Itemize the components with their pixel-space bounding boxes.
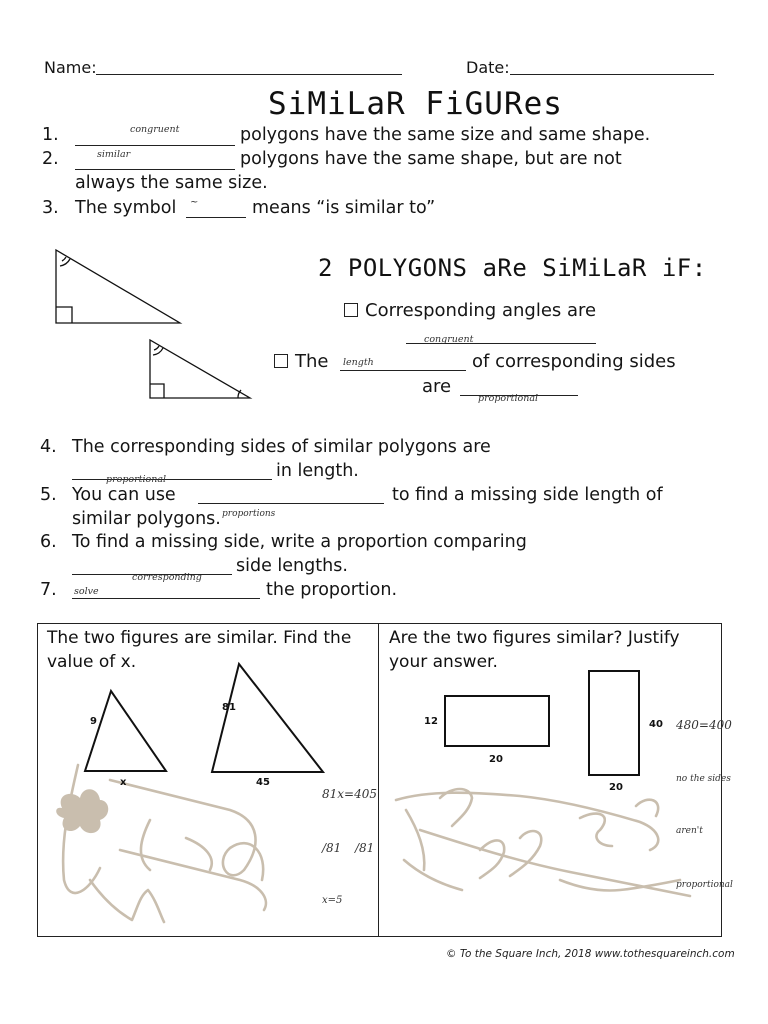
left-work-line2a: /81 bbox=[322, 841, 342, 855]
item-5-text-after: to find a missing side length of bbox=[392, 485, 663, 505]
check2-answer2: proportional bbox=[478, 393, 539, 404]
left-work-line1: 81x=405 bbox=[322, 787, 377, 801]
wide-rectangle bbox=[445, 696, 549, 746]
item-2-text-continued: always the same size. bbox=[75, 173, 268, 193]
item-4-number: 4. bbox=[40, 437, 57, 457]
item-6-answer: corresponding bbox=[132, 572, 202, 583]
check2-answer: length bbox=[343, 357, 374, 368]
check2-text: of corresponding sides bbox=[472, 351, 676, 372]
item-2-answer: similar bbox=[97, 149, 131, 160]
item-4-text: The corresponding sides of similar polygons are bbox=[72, 437, 491, 457]
right-work-line1: 480=400 bbox=[676, 718, 732, 732]
item-3-prefix: The symbol bbox=[75, 198, 177, 218]
item-2-text: polygons have the same shape, but are not bbox=[240, 149, 622, 169]
check1-text: Corresponding angles are bbox=[365, 300, 597, 321]
left-problem-prompt-line2: value of x. bbox=[47, 652, 137, 672]
similar-heading: 2 POLYGONS aRe SiMiLaR iF: bbox=[318, 254, 707, 282]
item-4-text-continued: in length. bbox=[276, 461, 359, 481]
tall-rectangle-base-label: 20 bbox=[609, 782, 623, 793]
right-problem-prompt-line1: Are the two figures similar? Justify bbox=[389, 628, 680, 648]
right-work-line2: no the sides bbox=[676, 774, 731, 784]
wide-rectangle-base-label: 20 bbox=[489, 754, 503, 765]
page-title: SiMiLaR FiGURes bbox=[268, 86, 563, 122]
left-problem-prompt-line1: The two figures are similar. Find the bbox=[47, 628, 352, 648]
check1-answer: congruent bbox=[424, 334, 474, 345]
item-7-number: 7. bbox=[40, 580, 57, 600]
item-3-number: 3. bbox=[42, 198, 59, 218]
date-label: Date: bbox=[466, 58, 510, 77]
wide-rectangle-side-label: 12 bbox=[424, 716, 438, 727]
item-5-text: You can use bbox=[72, 485, 176, 505]
copyright-footer: © To the Square Inch, 2018 www.tothesquareinch.com bbox=[446, 948, 735, 960]
large-triangle-side-label: 81 bbox=[222, 702, 236, 713]
item-4-answer: proportional bbox=[106, 474, 167, 485]
small-triangle-base-label: x bbox=[120, 777, 127, 788]
left-work-line2b: /81 bbox=[355, 841, 375, 855]
item-1-answer: congruent bbox=[130, 124, 180, 135]
item-1-text: polygons have the same size and same shape. bbox=[240, 125, 651, 145]
right-work-line4: proportional bbox=[676, 880, 733, 890]
item-5-answer: proportions bbox=[222, 509, 276, 519]
item-5-number: 5. bbox=[40, 485, 57, 505]
right-problem-prompt-line2: your answer. bbox=[389, 652, 498, 672]
item-7-text: the proportion. bbox=[266, 580, 398, 600]
item-7-answer: solve bbox=[74, 586, 99, 597]
item-2-number: 2. bbox=[42, 149, 59, 169]
check2-prefix: The bbox=[295, 351, 329, 372]
large-triangle-base-label: 45 bbox=[256, 777, 270, 788]
left-work-line3: x=5 bbox=[322, 895, 343, 906]
name-label: Name: bbox=[44, 58, 97, 77]
item-6-text-continued: side lengths. bbox=[236, 556, 348, 576]
check2-line2: are bbox=[422, 376, 452, 397]
tall-rectangle bbox=[589, 671, 639, 775]
item-6-text: To find a missing side, write a proportion comparing bbox=[72, 532, 527, 552]
tall-rectangle-side-label: 40 bbox=[649, 719, 663, 730]
item-1-number: 1. bbox=[42, 125, 59, 145]
item-5-text-continued: similar polygons. bbox=[72, 509, 221, 529]
right-work-line3: aren't bbox=[676, 826, 703, 836]
item-3-answer: ~ bbox=[190, 197, 199, 208]
small-triangle-side-label: 9 bbox=[90, 716, 97, 727]
item-6-number: 6. bbox=[40, 532, 57, 552]
item-3-text: means “is similar to” bbox=[252, 198, 436, 218]
